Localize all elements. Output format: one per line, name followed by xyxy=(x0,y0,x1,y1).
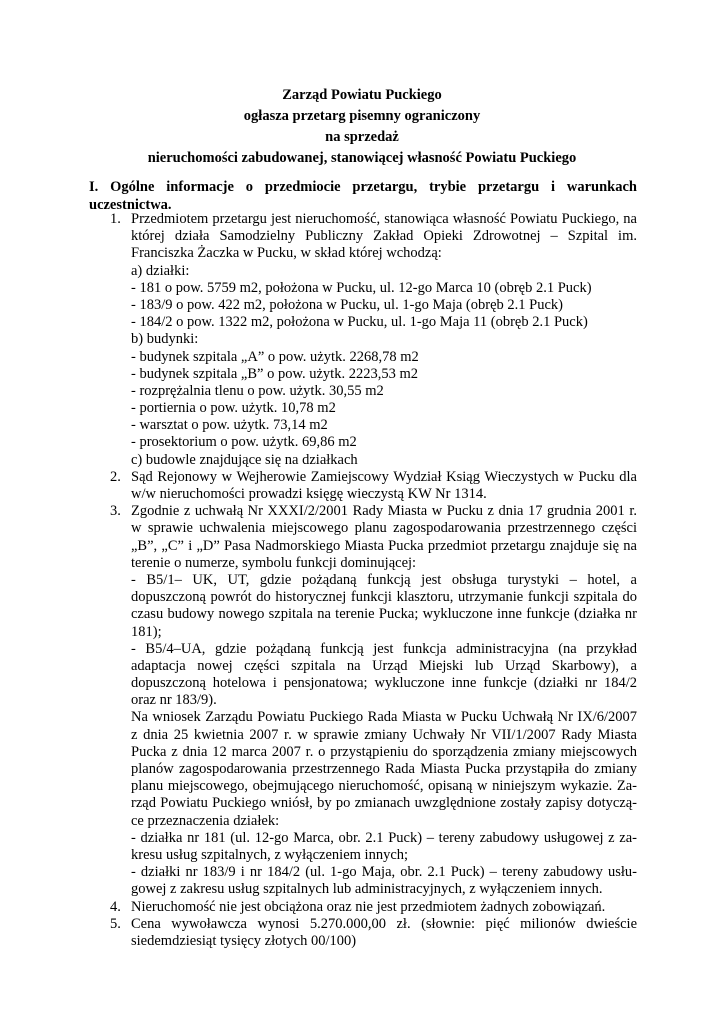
item-line: terenie o numerze, symbolu funkcji dominującej: xyxy=(131,554,417,571)
item-line: w sprawie uchwalenia miejscowego planu zagospodarowania przestrzennego części xyxy=(131,520,637,537)
item-line: „B”, „C” i „D” Pasa Nadmorskiego Miasta Pucka przedmiot przetargu znajduje się na xyxy=(131,537,637,554)
item-line: - 184/2 o pow. 1322 m2, położona w Pucku, ul. 1-go Maja 11 (obręb 2.1 Puck) xyxy=(131,314,588,331)
item-line: c) budowle znajdujące się na działkach xyxy=(131,451,358,468)
list-item xyxy=(0,916,637,950)
header-line-4: nieruchomości zabudowanej, stanowiącej własność Powiatu Puckiego xyxy=(147,150,577,166)
item-line: - B5/1– UK, UT, gdzie pożądaną funkcją jest obsługa turystyki – hotel, a xyxy=(131,571,637,588)
item-line: gowej z zakresu usług szpitalnych lub administracyjnych, z wyłączeniem innych. xyxy=(131,881,603,898)
section-heading-line-2: uczestnictwa. xyxy=(89,197,172,213)
item-number: 4. xyxy=(110,898,121,915)
list-item xyxy=(0,469,637,503)
list-item xyxy=(0,503,637,898)
item-line: dopuszczoną hotelowa i pensjonatowa; wykluczone inne funkcje (działki nr 184/2 xyxy=(131,675,637,692)
item-line: Przedmiotem przetargu jest nieruchomość, stanowiąca własność Powiatu Puckiego, na xyxy=(131,211,637,227)
item-line: adaptacja nowej części szpitala na Urząd Miejski lub Urząd Skarbowy), a xyxy=(131,657,637,674)
item-line: - prosektorium o pow. użytk. 69,86 m2 xyxy=(131,434,357,451)
item-line: w/w nieruchomości prowadzi księgę wieczystą KW Nr 1314. xyxy=(131,486,487,502)
section-heading-line-1: I. Ogólne informacje o przedmiocie przetargu, trybie przetargu i warunkach xyxy=(89,179,637,195)
item-line: Sąd Rejonowy w Wejherowie Zamiejscowy Wydział Ksiąg Wieczystych w Pucku dla xyxy=(131,468,637,485)
item-line: dopuszczoną powrót do historycznej funkcji klasztoru, utrzymanie funkcji szpitala do xyxy=(131,589,637,606)
item-line: oraz nr 183/9). xyxy=(131,692,217,709)
item-line: kresu usług szpitalnych, z wyłączeniem innych; xyxy=(131,846,409,863)
item-line: - działki nr 183/9 i nr 184/2 (ul. 1-go Maja, obr. 2.1 Puck) – tereny zabudowy usłu- xyxy=(131,864,637,881)
item-line: - portiernia o pow. użytk. 10,78 m2 xyxy=(131,400,336,417)
item-line: - 181 o pow. 5759 m2, położona w Pucku, ul. 12-go Marca 10 (obręb 2.1 Puck) xyxy=(131,279,592,296)
section-heading xyxy=(89,178,637,214)
item-number: 3. xyxy=(110,503,121,520)
items-list xyxy=(0,211,724,950)
item-line: b) budynki: xyxy=(131,331,199,348)
item-line: Nieruchomość nie jest obciążona oraz nie jest przedmiotem żadnych zobowiązań. xyxy=(131,898,606,915)
item-number: 1. xyxy=(110,211,121,227)
item-line: ce przeznaczenia działek: xyxy=(131,812,280,829)
item-line: Pucka z dnia 12 marca 2007 r. o przystąpieniu do sporządzenia zmiany miejscowych xyxy=(131,743,637,760)
header-line-3: na sprzedaż xyxy=(325,129,399,145)
item-line: z dnia 25 kwietnia 2007 r. w sprawie zmiany Uchwały Nr VII/1/2007 Rady Miasta xyxy=(131,726,637,743)
item-line: - 183/9 o pow. 422 m2, położona w Pucku, ul. 1-go Maja (obręb 2.1 Puck) xyxy=(131,296,563,313)
item-line: - działka nr 181 (ul. 12-go Marca, obr. 2.1 Puck) – tereny zabudowy usługowej z za- xyxy=(131,829,637,846)
item-number: 2. xyxy=(110,468,121,485)
item-line: - budynek szpitala „A” o pow. użytk. 2268,78 m2 xyxy=(131,348,419,365)
item-line: Franciszka Żaczka w Pucku, w skład której wchodzą: xyxy=(131,245,442,262)
item-line: Zgodnie z uchwałą Nr XXXI/2/2001 Rady Miasta w Pucku z dnia 17 grudnia 2001 r. xyxy=(131,503,637,520)
item-line: planu miejscowego, obejmującego nieruchomość, opisaną w niniejszym wykazie. Za- xyxy=(131,778,637,795)
item-line: - rozprężalnia tlenu o pow. użytk. 30,55 m2 xyxy=(131,382,384,399)
item-line: - warsztat o pow. użytk. 73,14 m2 xyxy=(131,417,328,434)
item-number: 5. xyxy=(110,915,121,932)
item-line: a) działki: xyxy=(131,262,190,279)
item-line: czasu budowy nowego szpitala na terenie Pucka; wykluczone inne funkcje (działka nr xyxy=(131,606,637,623)
list-item xyxy=(0,211,637,469)
item-line: Na wniosek Zarządu Powiatu Puckiego Rada Miasta w Pucku Uchwałą Nr IX/6/2007 xyxy=(131,709,637,726)
header-line-1: Zarząd Powiatu Puckiego xyxy=(282,87,442,103)
item-line: 181); xyxy=(131,623,162,640)
item-line: Cena wywoławcza wynosi 5.270.000,00 zł. (słownie: pięć milionów dwieście xyxy=(131,915,637,932)
item-line: której działa Samodzielny Publiczny Zakład Opieki Zdrowotnej – Szpital im. xyxy=(131,228,637,245)
item-line: - budynek szpitala „B” o pow. użytk. 2223,53 m2 xyxy=(131,365,418,382)
item-line: siedemdziesiąt tysięcy złotych 00/100) xyxy=(131,932,357,949)
header-line-2: ogłasza przetarg pisemny ograniczony xyxy=(243,108,481,124)
item-line: rząd Powiatu Puckiego wniósł, by po zmianach uwzględnione zostały zapisy dotyczą- xyxy=(131,795,637,812)
item-line: planów zagospodarowania przestrzennego Rada Miasta Pucka przystąpiła do zmiany xyxy=(131,761,637,777)
list-item xyxy=(0,899,637,916)
item-line: - B5/4–UA, gdzie pożądaną funkcją jest funkcja administracyjna (na przykład xyxy=(131,640,637,657)
announcement-header xyxy=(0,85,724,169)
